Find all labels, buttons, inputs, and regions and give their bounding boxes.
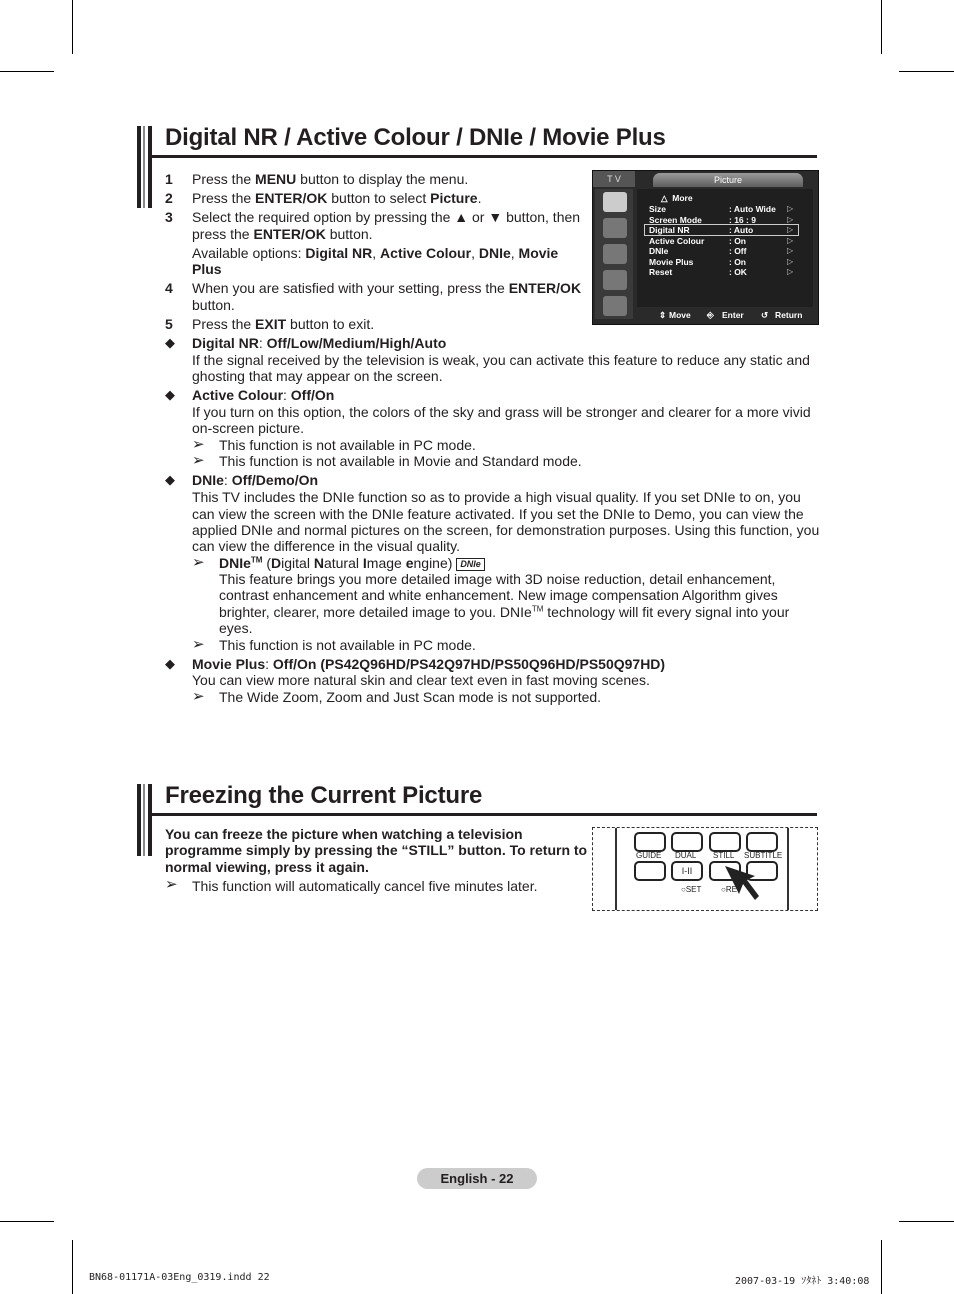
section-bar — [137, 784, 141, 856]
crop-mark — [72, 0, 73, 54]
crop-mark — [881, 0, 882, 54]
osd-row-label: DNIe — [649, 246, 669, 256]
setup-icon — [603, 270, 627, 290]
remote-label: ○SET — [681, 885, 702, 894]
osd-row-label: Screen Mode — [649, 214, 702, 225]
remote-label: GUIDE — [636, 851, 662, 860]
note-text: This function is not available in Movie and Standard mode. — [219, 453, 582, 469]
right-triangle-icon: ▷ — [787, 246, 794, 255]
right-triangle-icon: ▷ — [787, 235, 794, 245]
bullet-text: on-screen picture. — [192, 420, 305, 436]
enter-icon: ⎆ — [707, 310, 714, 320]
note-arrow-icon: ➢ — [192, 636, 205, 653]
section-bar — [148, 784, 152, 856]
step-text: Select the required option by pressing the ▲ or ▼ button, then — [192, 209, 581, 225]
section-title: Digital NR / Active Colour / DNIe / Movie Plus — [165, 124, 666, 151]
bullet-text: ghosting that may appear on the screen. — [192, 368, 443, 384]
step-options: Available options: Digital NR, Active Colour, DNIe, Movie — [192, 245, 559, 261]
diamond-bullet-icon: ◆ — [165, 656, 175, 671]
bullet-text: eyes. — [219, 620, 253, 636]
bullet-text: If the signal received by the television is weak, you can activate this feature to reduce any static and — [192, 352, 810, 368]
remote-label: ○RE — [721, 885, 737, 894]
note-arrow-icon: ➢ — [165, 876, 178, 893]
up-triangle-icon: △ — [661, 193, 668, 203]
still-button — [709, 832, 741, 852]
step-number: 5 — [165, 316, 173, 332]
bullet-heading: DNIe: Off/Demo/On — [192, 472, 319, 488]
right-triangle-icon: ▷ — [787, 267, 794, 276]
osd-tab: Picture — [653, 173, 803, 187]
crop-mark — [899, 1221, 954, 1222]
osd-tv-label: T V — [593, 171, 635, 187]
section-rule — [148, 813, 817, 816]
step-options: Plus — [192, 261, 222, 277]
crop-mark — [72, 1240, 73, 1294]
return-icon: ↺ — [761, 310, 769, 320]
remote-button — [634, 861, 666, 881]
bullet-text: brighter, clearer, more detailed image to you. DNIe™ technology will fit every signal into your — [219, 604, 790, 620]
bullet-text: contrast enhancement and white enhancement. New image compensation Algorithm gives — [219, 587, 778, 603]
bullet-text: You can view more natural skin and clear text even in fast moving scenes. — [192, 672, 650, 688]
print-footer-left: BN68-01171A-03Eng_0319.indd 22 — [89, 1272, 270, 1283]
osd-footer-return: Return — [775, 310, 803, 320]
step-number: 2 — [165, 190, 173, 206]
step-text: button. — [192, 297, 235, 313]
right-triangle-icon: ▷ — [787, 225, 794, 234]
tv-osd-screenshot — [592, 170, 819, 325]
input-icon — [603, 296, 627, 316]
bullet-heading: Digital NR: Off/Low/Medium/High/Auto — [192, 335, 447, 351]
note-arrow-icon: ➢ — [192, 688, 205, 705]
remote-label: STILL — [713, 851, 735, 860]
sound-icon — [603, 218, 627, 238]
bullet-text: can view the screen with the DNIe feature activated. If you set the DNIe to Demo, you can view the — [192, 506, 804, 522]
osd-row-label: Movie Plus — [649, 256, 694, 267]
diamond-bullet-icon: ◆ — [165, 472, 175, 487]
osd-footer-move: Move — [669, 310, 691, 320]
section-rule — [148, 155, 817, 158]
dnie-logo: DNIe — [456, 558, 485, 571]
step-text: Press the ENTER/OK button to select Picture. — [192, 190, 482, 206]
note-arrow-icon: ➢ — [192, 554, 205, 571]
dual-button — [671, 832, 703, 852]
picture-icon — [603, 192, 627, 212]
osd-row-label: Reset — [649, 267, 673, 277]
diamond-bullet-icon: ◆ — [165, 387, 175, 402]
bullet-text: This feature brings you more detailed image with 3D noise reduction, detail enhancement, — [219, 571, 776, 587]
section-bar — [137, 126, 141, 208]
step-text: Press the MENU button to display the menu. — [192, 171, 469, 187]
osd-row-value: : 16 : 9 — [729, 214, 756, 225]
osd-row-value: : Auto Wide — [729, 204, 776, 214]
bullet-text: applied DNIe and normal pictures on the screen, for demonstration purposes. Using this function, you — [192, 522, 820, 538]
osd-footer-enter: Enter — [722, 310, 744, 320]
bullet-heading: Movie Plus: Off/On (PS42Q96HD/PS42Q97HD/PS50Q96HD/PS50Q97HD) — [192, 656, 666, 672]
page-number-label: English - 22 — [417, 1168, 537, 1189]
crop-mark — [0, 71, 54, 72]
osd-row-label: Active Colour — [649, 235, 705, 246]
step-number: 1 — [165, 171, 173, 187]
updown-arrows-icon: ⇕ — [659, 310, 667, 320]
osd-footer — [637, 308, 817, 322]
remote-button: I-II — [671, 861, 703, 881]
channel-icon — [603, 244, 627, 264]
step-text: When you are satisfied with your setting, press the ENTER/OK — [192, 280, 582, 296]
bullet-text: can view the difference in the visual quality. — [192, 538, 460, 554]
right-triangle-icon: ▷ — [787, 204, 794, 213]
step-number: 3 — [165, 209, 173, 225]
osd-row-label: Digital NR — [649, 225, 690, 235]
remote-label: SUBTITLE — [744, 851, 783, 860]
remote-label: DUAL — [675, 851, 697, 860]
section-bar — [143, 784, 145, 856]
print-footer-right: 2007-03-19 ｿﾀﾈﾄ 3:40:08 — [735, 1276, 870, 1287]
osd-more: △ More — [661, 193, 693, 203]
step-text: press the ENTER/OK button. — [192, 226, 373, 242]
osd-row-value: : On — [729, 235, 746, 246]
note-text: This function will automatically cancel five minutes later. — [192, 878, 538, 894]
right-triangle-icon: ▷ — [787, 256, 794, 266]
osd-row-value: : Off — [729, 246, 747, 256]
remote-illustration — [592, 827, 818, 911]
right-triangle-icon: ▷ — [787, 214, 794, 224]
crop-mark — [0, 1221, 54, 1222]
section-intro: programme simply by pressing the “STILL” button. To return to — [165, 842, 588, 858]
guide-button — [634, 832, 666, 852]
step-number: 4 — [165, 280, 173, 296]
crop-mark — [881, 1240, 882, 1294]
section-title: Freezing the Current Picture — [165, 782, 483, 809]
note-arrow-icon: ➢ — [192, 436, 205, 453]
bullet-text: If you turn on this option, the colors of the sky and grass will be stronger and clearer for a more vivid — [192, 404, 811, 420]
bullet-heading: Active Colour: Off/On — [192, 387, 335, 403]
note-arrow-icon: ➢ — [192, 452, 205, 469]
section-intro: normal viewing, press it again. — [165, 859, 369, 875]
osd-row-value: : Auto — [729, 225, 754, 235]
section-intro: You can freeze the picture when watching a television — [165, 826, 523, 842]
crop-mark — [899, 71, 954, 72]
osd-sidebar — [595, 189, 633, 319]
pointer-arrow-icon — [721, 862, 761, 902]
note-text: The Wide Zoom, Zoom and Just Scan mode is not supported. — [219, 689, 602, 705]
dnie-heading: DNIe™ (Digital Natural Image engine) DNIe — [219, 555, 485, 572]
step-text: Press the EXIT button to exit. — [192, 316, 375, 332]
note-text: This function is not available in PC mode. — [219, 437, 476, 453]
osd-row-value: : On — [729, 256, 746, 267]
section-bar — [148, 126, 152, 208]
diamond-bullet-icon: ◆ — [165, 335, 175, 350]
bullet-text: This TV includes the DNIe function so as to provide a high visual quality. If you set DNIe to on, you — [192, 489, 801, 505]
subtitle-button — [746, 832, 778, 852]
osd-row-value: : OK — [729, 267, 747, 277]
section-bar — [143, 126, 145, 208]
note-text: This function is not available in PC mode. — [219, 637, 476, 653]
osd-row-label: Size — [649, 204, 667, 214]
